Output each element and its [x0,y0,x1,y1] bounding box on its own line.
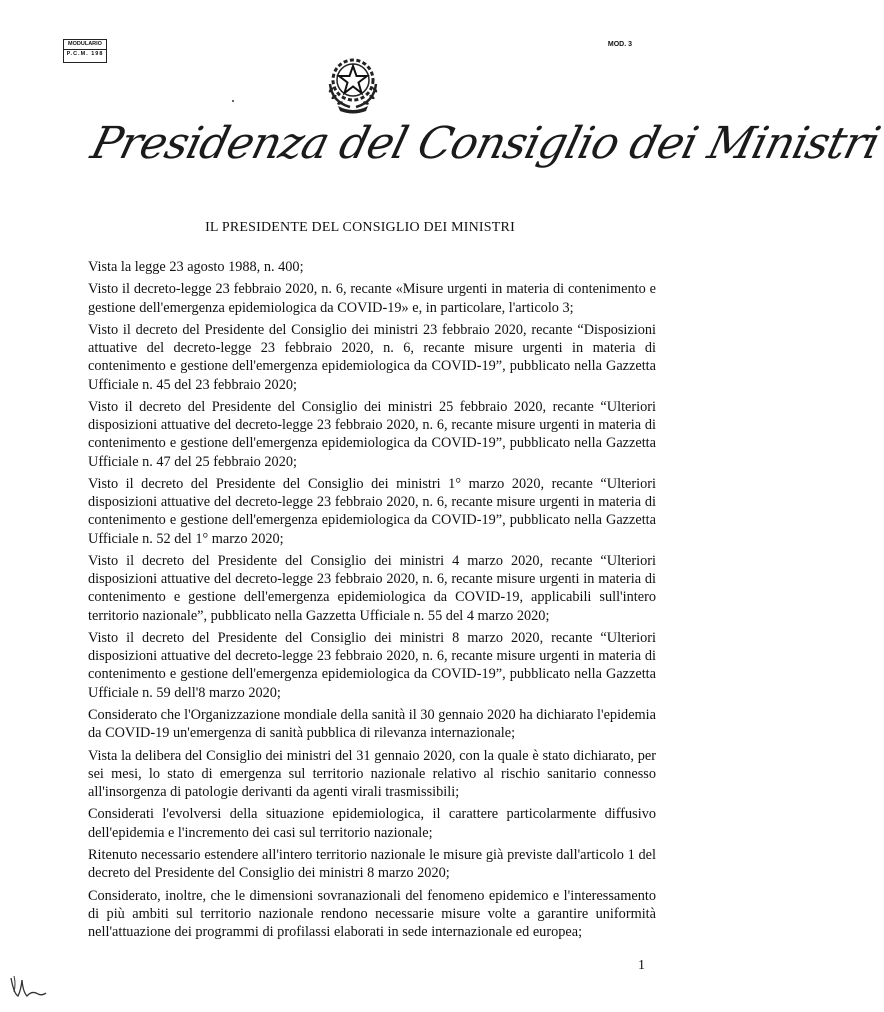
paragraph: Visto il decreto del Presidente del Consiglio dei ministri 1° marzo 2020, recante “Ulteriori disposizioni attuative del decreto-legge 23 febbraio 2020, n. 6, recante misure urgenti in materia di contenimento e gestione dell'emergenza epidemiologica da COVID-19”, pubblicato nella Gazzetta Ufficiale n. 52 del 1° marzo 2020; [88,475,656,547]
paragraph: Considerato che l'Organizzazione mondiale della sanità il 30 gennaio 2020 ha dichiarato l'epidemia da COVID-19 un'emergenza di sanità pubblica di rilevanza internazionale; [88,706,656,742]
mod-label: MOD. 3 [607,41,632,48]
paragraph: Visto il decreto-legge 23 febbraio 2020, n. 6, recante «Misure urgenti in materia di contenimento e gestione dell'emergenza epidemiologica da COVID-19» e, in particolare, l'articolo 3; [88,281,656,316]
page-number: 1 [638,958,645,973]
modulario-code: P.C.M. 198 [66,51,104,57]
modulario-box [63,39,107,63]
paragraph: Vista la legge 23 agosto 1988, n. 400; [88,259,304,275]
scan-speck [232,100,234,102]
modulario-label: MODULARIO [64,40,106,50]
paragraph: Ritenuto necessario estendere all'intero territorio nazionale le misure già previste dall'articolo 1 del decreto del Presidente del Consiglio dei ministri 8 marzo 2020; [88,846,656,882]
paragraph: Visto il decreto del Presidente del Consiglio dei ministri 23 febbraio 2020, recante “Disposizioni attuative del decreto-legge 23 febbraio 2020, n. 6, recante misure urgenti in materia di contenimento e gestione dell'emergenza epidemiologica da COVID-19”, pubblicato nella Gazzetta Ufficiale n. 45 del 23 febbraio 2020; [88,321,656,393]
institution-script-title: Presidenza del Consiglio dei Ministri [86,118,884,169]
italian-republic-emblem-icon [320,52,386,114]
paragraph: Visto il decreto del Presidente del Consiglio dei ministri 4 marzo 2020, recante “Ulteriori disposizioni attuative del decreto-legge 23 febbraio 2020, n. 6, recante misure urgenti in materia di contenimento e gestione dell'emergenza epidemiologica da COVID-19, applicabili sull'intero territorio nazionale”, pubblicato nella Gazzetta Ufficiale n. 55 del 4 marzo 2020; [88,552,656,624]
paragraph: Considerato, inoltre, che le dimensioni sovranazionali del fenomeno epidemico e l'interessamento di più ambiti sul territorio nazionale rendono necessarie misure volte a garantire uniformità nell'attuazione dei programmi di profilassi elaborati in sede internazionale ed europea; [88,887,656,940]
document-body [88,258,656,945]
paragraph: Visto il decreto del Presidente del Consiglio dei ministri 8 marzo 2020, recante “Ulteriori disposizioni attuative del decreto-legge 23 febbraio 2020, n. 6, recante misure urgenti in materia di contenimento e gestione dell'emergenza epidemiologica da COVID-19”, pubblicato nella Gazzetta Ufficiale n. 59 dell'8 marzo 2020; [88,629,656,701]
paragraph: Visto il decreto del Presidente del Consiglio dei ministri 25 febbraio 2020, recante “Ulteriori disposizioni attuative del decreto-legge 23 febbraio 2020, n. 6, recante misure urgenti in materia di contenimento e gestione dell'emergenza epidemiologica da COVID-19”, pubblicato nella Gazzetta Ufficiale n. 47 del 25 febbraio 2020; [88,398,656,470]
handwritten-initial-icon [8,972,48,1002]
paragraph: Vista la delibera del Consiglio dei ministri del 31 gennaio 2020, con la quale è stato dichiarato, per sei mesi, lo stato di emergenza sul territorio nazionale relativo al rischio sanitario connesso all'insorgenza di patologie derivanti da agenti virali trasmissibili; [88,747,656,800]
document-heading: IL PRESIDENTE DEL CONSIGLIO DEI MINISTRI [205,220,515,235]
paragraph: Considerati l'evolversi della situazione epidemiologica, il carattere particolarmente diffusivo dell'epidemia e l'incremento dei casi sul territorio nazionale; [88,806,656,841]
